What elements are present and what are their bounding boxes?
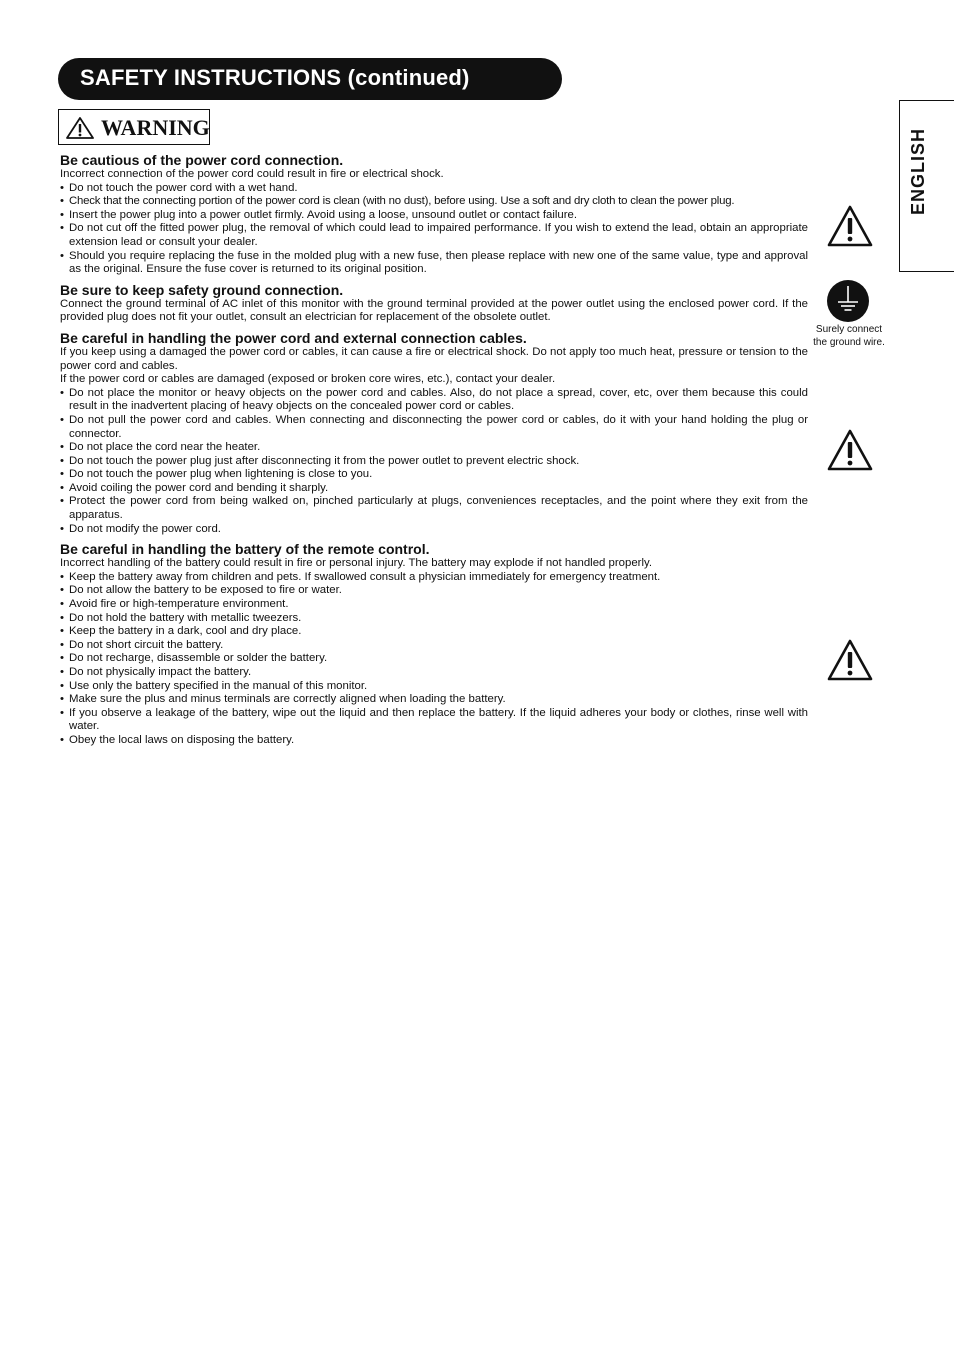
list-item: • Avoid fire or high-temperature environment. bbox=[60, 598, 808, 612]
list-item: • Do not short circuit the battery. bbox=[60, 639, 808, 653]
list-item: • Obey the local laws on disposing the battery. bbox=[60, 734, 808, 748]
paragraph: If you keep using a damaged the power cord or cables, it can cause a fire or electrical shock. Do not apply too much heat, pressure or tension to the power cord and cables. bbox=[60, 345, 808, 372]
section-safety-ground bbox=[60, 283, 808, 325]
page-title: SAFETY INSTRUCTIONS (continued) bbox=[80, 65, 470, 90]
list-item: • Use only the battery specified in the manual of this monitor. bbox=[60, 680, 808, 694]
warning-label: WARNING bbox=[101, 115, 210, 140]
warning-triangle-icon bbox=[826, 428, 874, 472]
main-content bbox=[60, 153, 808, 754]
list-item: • Do not touch the power plug when lightening is close to you. bbox=[60, 468, 808, 482]
warning-triangle-icon bbox=[826, 204, 874, 248]
list-item: • Do not recharge, disassemble or solder the battery. bbox=[60, 652, 808, 666]
language-tab bbox=[899, 100, 954, 272]
section-heading: Be careful in handling the battery of the remote control. bbox=[60, 541, 430, 558]
list-item: • Do not touch the power plug just after disconnecting it from the power outlet to prevent electric shock. bbox=[60, 455, 808, 469]
list-item: • Keep the battery away from children and pets. If swallowed consult a physician immediately for emergency treatment. bbox=[60, 571, 808, 585]
ground-connection-icon bbox=[826, 279, 870, 323]
list-item: • Do not physically impact the battery. bbox=[60, 666, 808, 680]
paragraph: If the power cord or cables are damaged (exposed or broken core wires, etc.), contact your dealer. bbox=[60, 373, 556, 386]
list-item: • Keep the battery in a dark, cool and dry place. bbox=[60, 625, 808, 639]
list-item: • Do not cut off the fitted power plug, the removal of which could lead to impaired performance. If you wish to extend the lead, obtain an appropriate extension lead or consult your dealer. bbox=[60, 222, 808, 249]
list-item: • If you observe a leakage of the battery, wipe out the liquid and then replace the battery. If the liquid adheres your body or clothes, rinse well with water. bbox=[60, 707, 808, 734]
list-item: • Do not place the monitor or heavy objects on the power cord and cables. Also, do not place a spread, cover, etc, over them because this could result in the inadvertent placing of heavy objects on the concealed power cord or cables. bbox=[60, 387, 808, 414]
page-title-bar bbox=[58, 58, 562, 100]
list-item: • Should you require replacing the fuse in the molded plug with a new fuse, then please replace with new one of the same value, type and approval as the original. Ensure the fuse cover is returned to its original position. bbox=[60, 250, 808, 277]
list-item: • Do not pull the power cord and cables. When connecting and disconnecting the power cord or cables, do it with your hand holding the plug or connector. bbox=[60, 414, 808, 441]
list-item: • Do not touch the power cord with a wet hand. bbox=[60, 182, 808, 196]
paragraph: Connect the ground terminal of AC inlet of this monitor with the ground terminal provided at the power outlet using the enclosed power cord. If the provided plug does not fit your outlet, consult an electrician for replacement of the obsolete outlet. bbox=[60, 297, 808, 324]
list-item: • Avoid coiling the power cord and bending it sharply. bbox=[60, 482, 808, 496]
list-item: • Make sure the plus and minus terminals are correctly aligned when loading the battery. bbox=[60, 693, 808, 707]
list-item: • Protect the power cord from being walked on, pinched particularly at plugs, conveniences receptacles, and the point where they exit from the apparatus. bbox=[60, 495, 808, 522]
paragraph: Incorrect connection of the power cord could result in fire or electrical shock. bbox=[60, 168, 444, 180]
section-heading: Be careful in handling the power cord and external connection cables. bbox=[60, 329, 527, 346]
list-item: • Do not allow the battery to be exposed to fire or water. bbox=[60, 584, 808, 598]
section-heading: Be sure to keep safety ground connection. bbox=[60, 281, 344, 298]
warning-triangle-icon bbox=[65, 116, 95, 140]
section-heading: Be cautious of the power cord connection. bbox=[60, 152, 344, 168]
section-power-cord-connection bbox=[60, 153, 808, 277]
list-item: • Check that the connecting portion of the power cord is clean (with no dust), before using. Use a soft and dry cloth to clean the power plug. bbox=[60, 195, 808, 209]
warning-label-box bbox=[58, 109, 210, 145]
section-battery-handling bbox=[60, 542, 808, 747]
list-item: • Do not modify the power cord. bbox=[60, 523, 808, 537]
section-power-cord-handling bbox=[60, 331, 808, 536]
list-item: • Do not hold the battery with metallic tweezers. bbox=[60, 612, 808, 626]
paragraph: Incorrect handling of the battery could result in fire or personal injury. The battery may explode if not handled properly. bbox=[60, 557, 653, 570]
ground-caption-line: Surely connect bbox=[815, 324, 883, 335]
ground-caption-line: the ground wire. bbox=[813, 337, 885, 348]
list-item: • Do not place the cord near the heater. bbox=[60, 441, 808, 455]
warning-triangle-icon bbox=[826, 638, 874, 682]
language-tab-label: ENGLISH bbox=[908, 127, 928, 215]
list-item: • Insert the power plug into a power outlet firmly. Avoid using a loose, unsound outlet or contact failure. bbox=[60, 209, 808, 223]
ground-caption bbox=[806, 323, 892, 349]
